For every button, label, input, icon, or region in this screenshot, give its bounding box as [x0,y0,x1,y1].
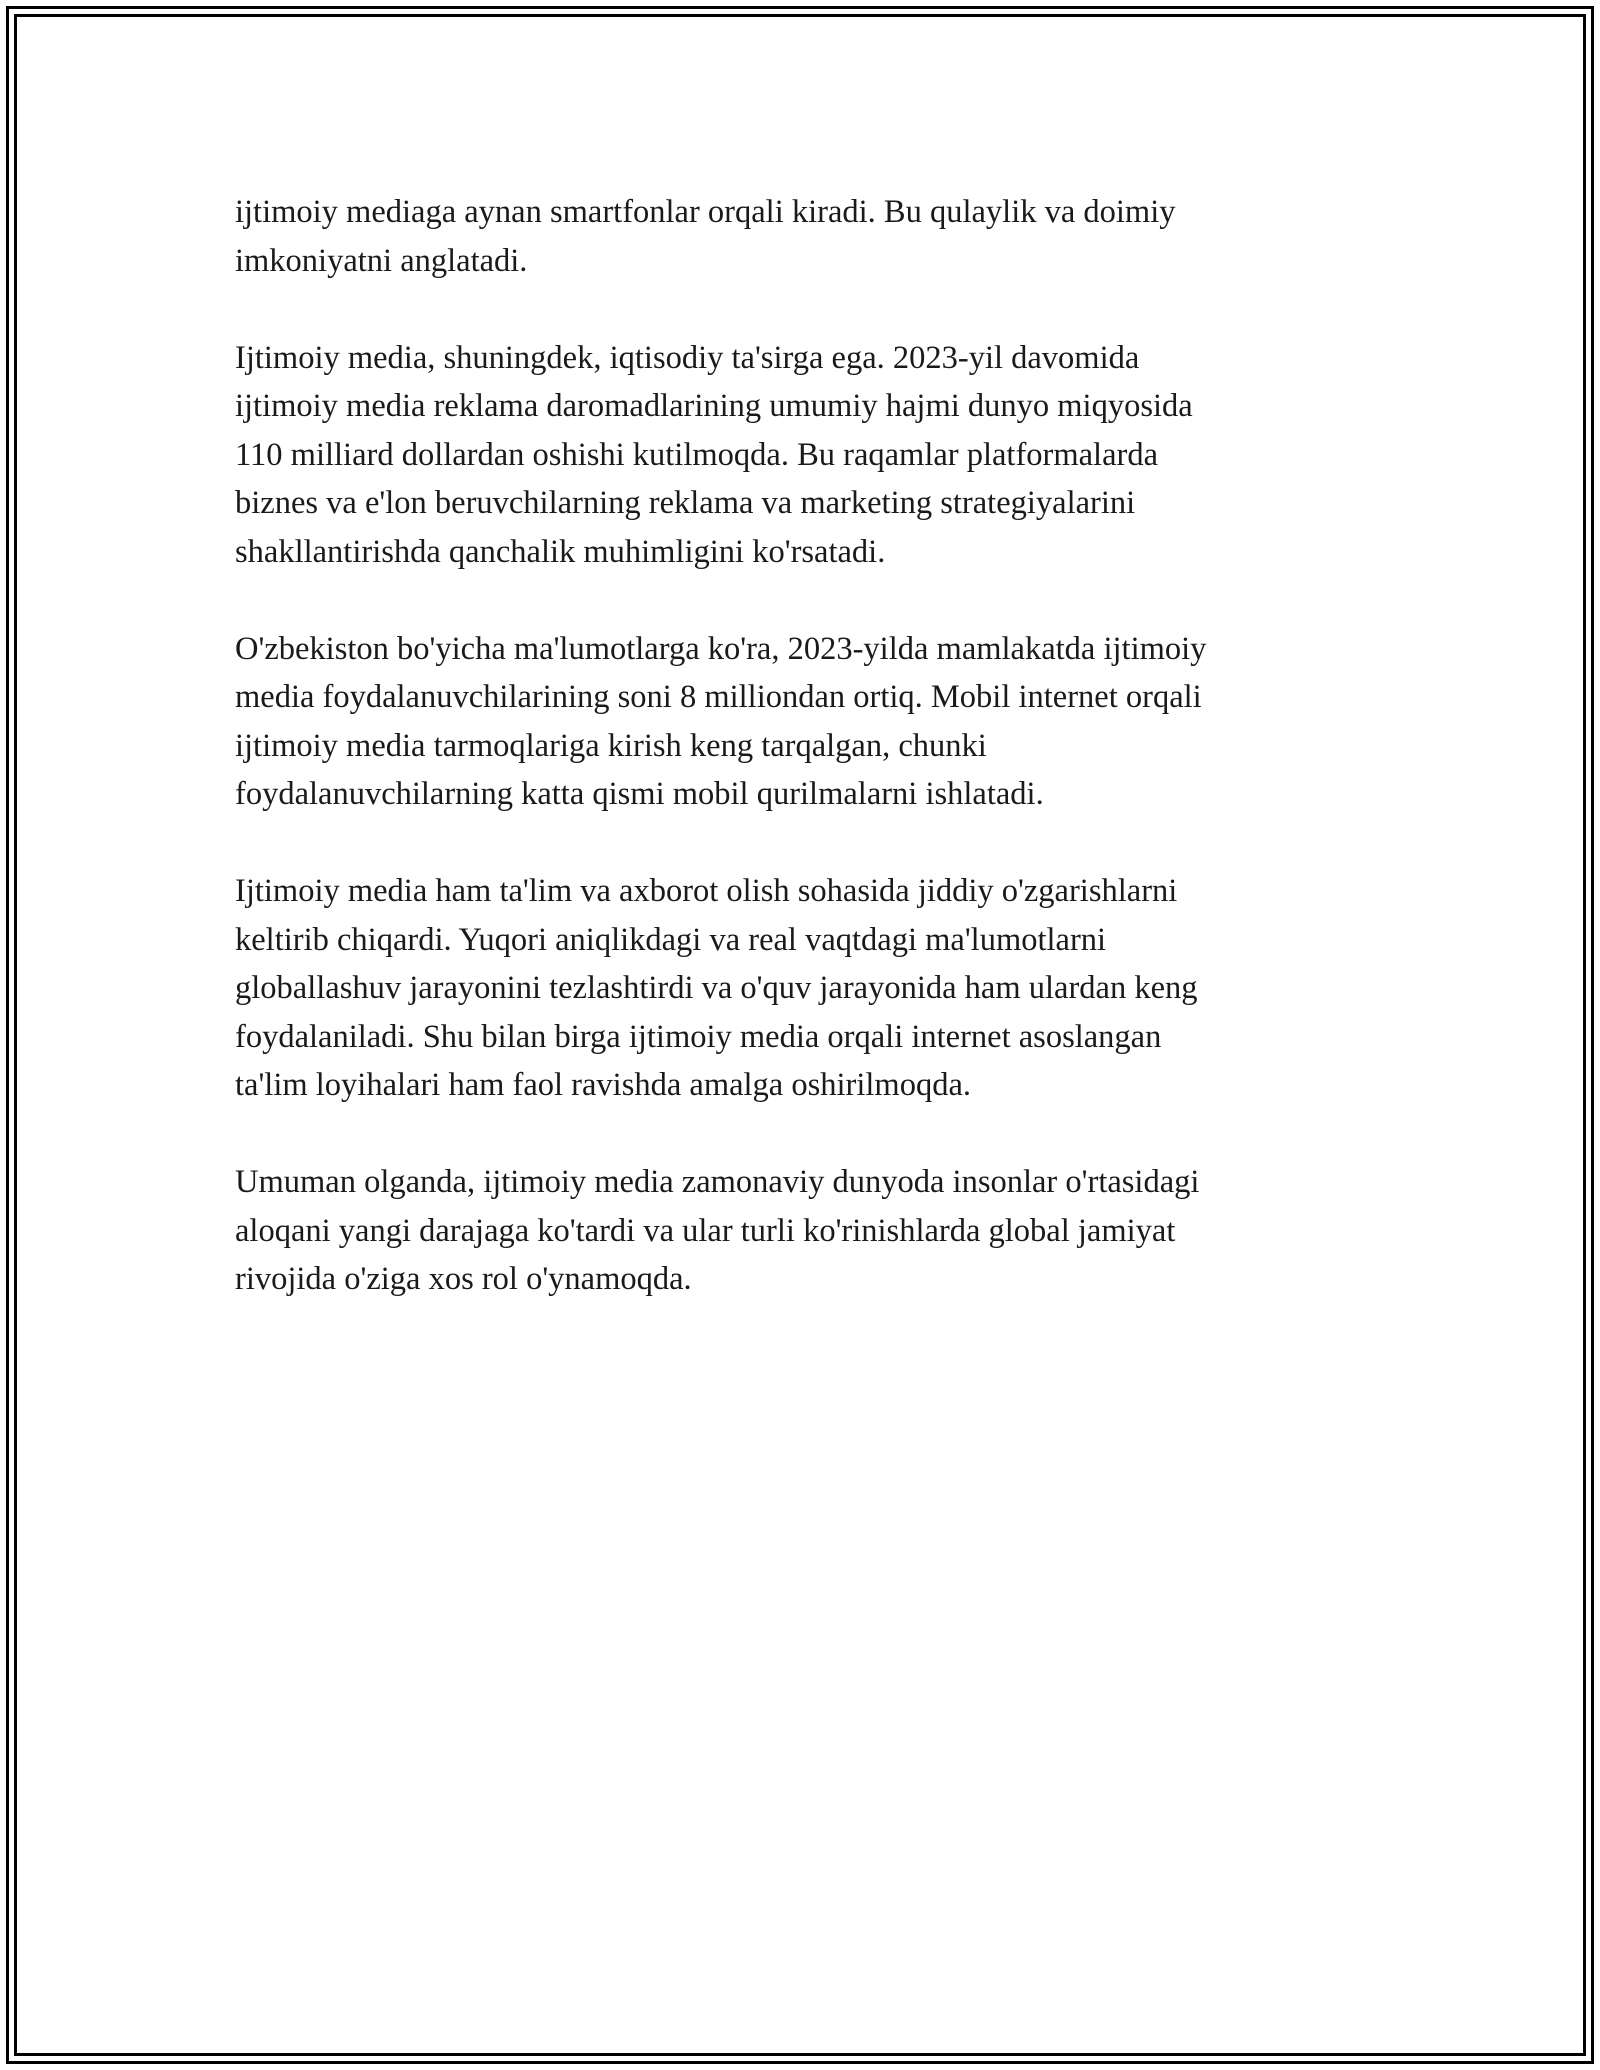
paragraph-5 [235,1158,1365,1304]
text-line: O'zbekiston bo'yicha ma'lumotlarga ko'ra, 2023-yilda mamlakatda ijtimoiy [235,630,1207,667]
text-line: rivojida o'ziga xos rol o'ynamoqda. [235,1261,692,1297]
text-line: shakllantirishda qanchalik muhimligini ko'rsatadi. [235,533,886,570]
text-line: 110 milliard dollardan oshishi kutilmoqda. Bu raqamlar platformalarda [235,436,1159,473]
paragraph-3 [235,625,1365,819]
paragraph-2 [235,334,1365,577]
text-line: ta'lim loyihalari ham faol ravishda amalga oshirilmoqda. [235,1067,971,1103]
text-line: imkoniyatni anglatadi. [235,242,528,279]
text-line: Ijtimoiy media, shuningdek, iqtisodiy ta'sirga ega. 2023-yil davomida [235,339,1140,376]
text-line: keltirib chiqardi. Yuqori aniqlikdagi va real vaqtdagi ma'lumotlarni [235,921,1107,958]
text-line: globallashuv jarayonini tezlashtirdi va o'quv jarayonida ham ulardan keng [235,970,1198,1006]
document-body [235,188,1365,1352]
paragraph-1 [235,188,1365,285]
text-line: media foydalanuvchilarining soni 8 milliondan ortiq. Mobil internet orqali [235,679,1202,715]
text-line: ijtimoiy media reklama daromadlarining umumiy hajmi dunyo miqyosida [235,388,1193,424]
paragraph-4 [235,867,1365,1110]
text-line: foydalanuvchilarning katta qismi mobil qurilmalarni ishlatadi. [235,776,1044,812]
text-line: foydalaniladi. Shu bilan birga ijtimoiy media orqali internet asoslangan [235,1018,1162,1055]
text-line: ijtimoiy media tarmoqlariga kirish keng tarqalgan, chunki [235,727,987,764]
text-line: ijtimoiy mediaga aynan smartfonlar orqali kiradi. Bu qulaylik va doimiy [235,194,1176,230]
text-line: aloqani yangi darajaga ko'tardi va ular turli ko'rinishlarda global jamiyat [235,1212,1176,1249]
text-line: biznes va e'lon beruvchilarning reklama va marketing strategiyalarini [235,485,1136,521]
text-line: Umuman olganda, ijtimoiy media zamonaviy dunyoda insonlar o'rtasidagi [235,1164,1200,1200]
text-line: Ijtimoiy media ham ta'lim va axborot olish sohasida jiddiy o'zgarishlarni [235,873,1178,909]
